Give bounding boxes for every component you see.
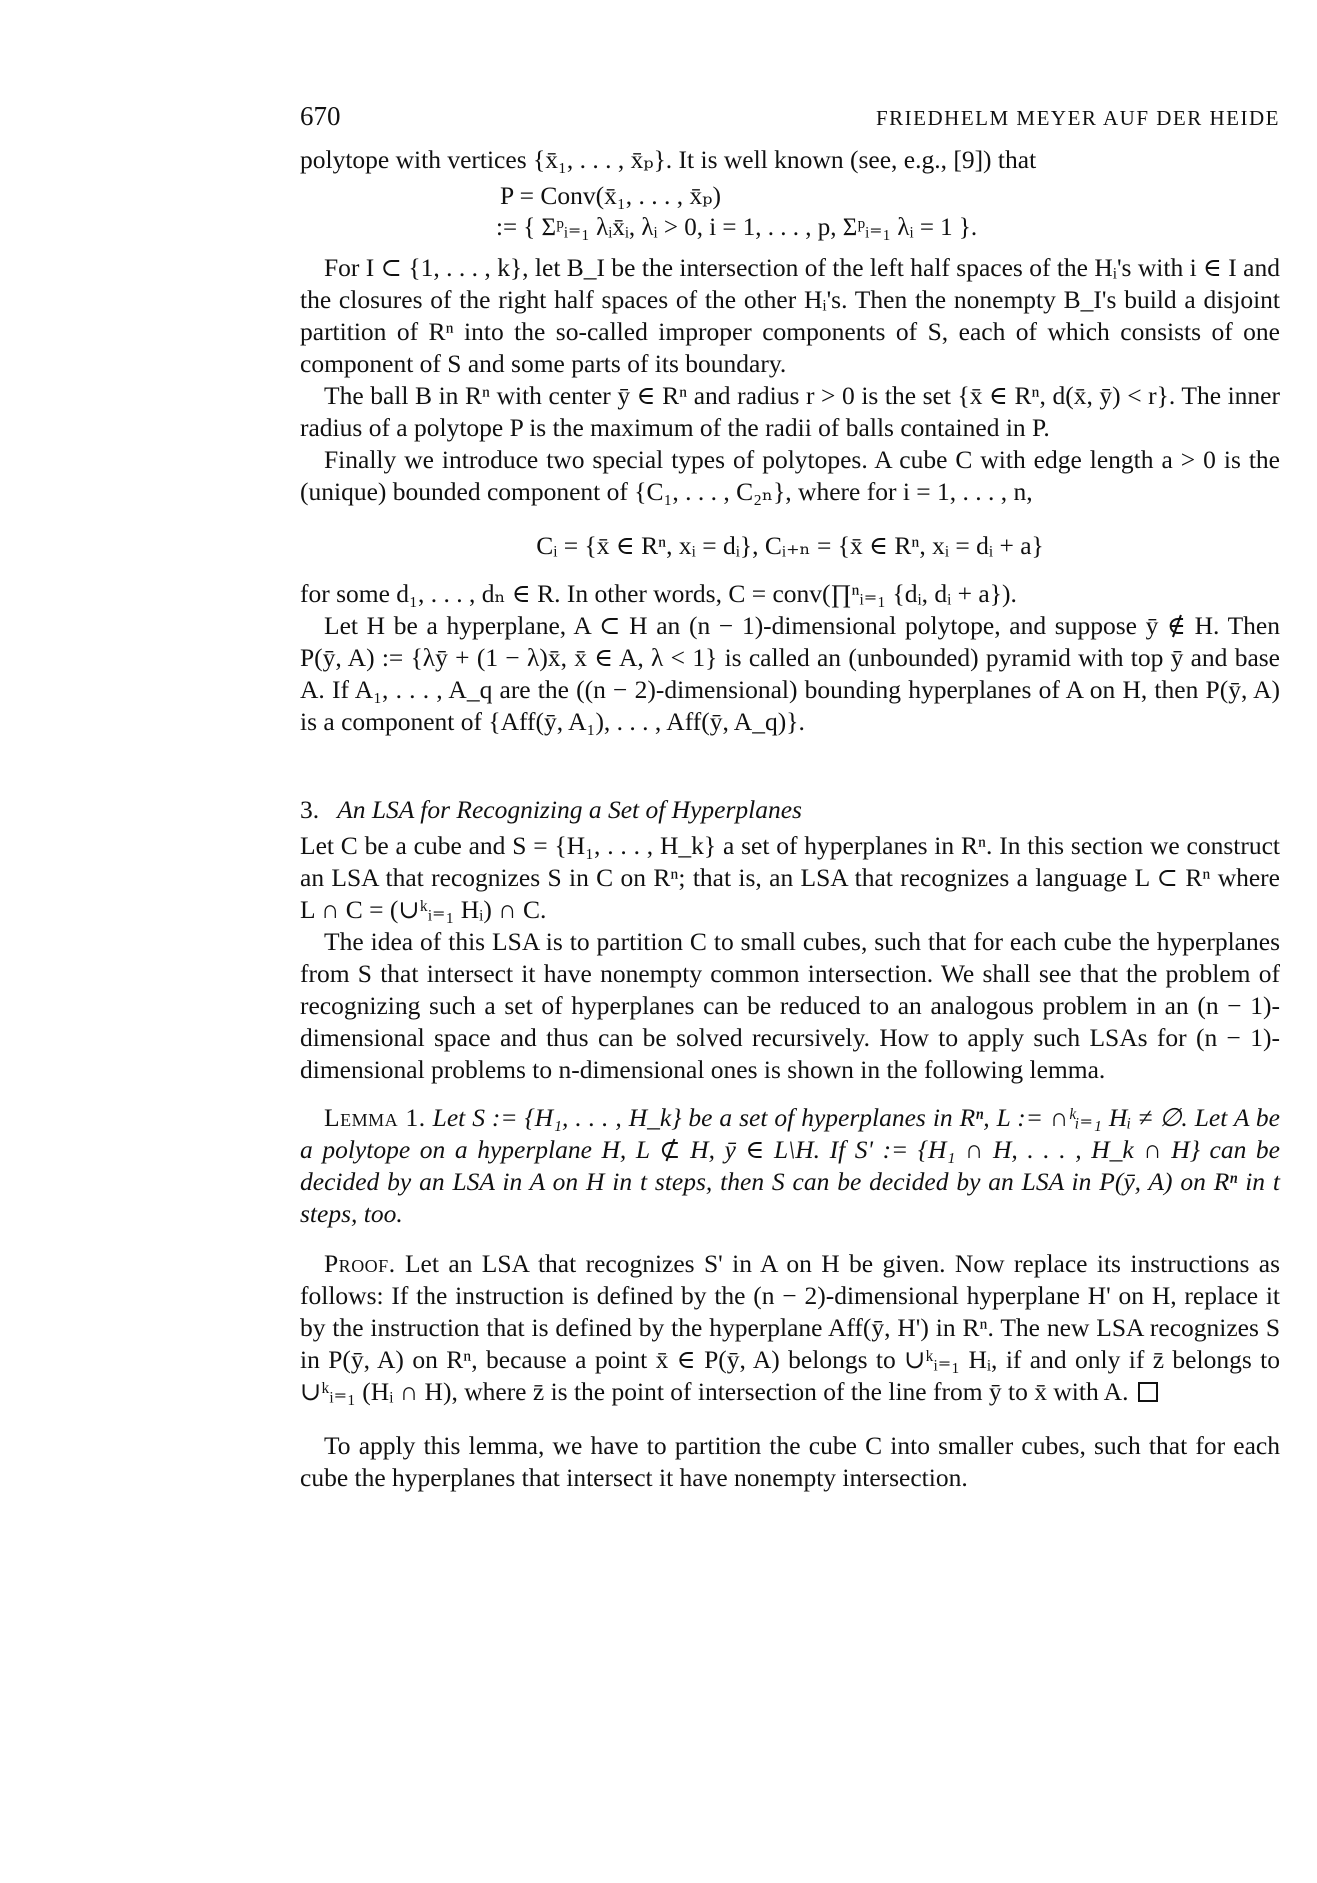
paragraph-improper-components: For I ⊂ {1, . . . , k}, let B_I be the intersection of the left half spaces of the Hᵢ's with i ∈ I and the closures of the right half spaces of the other Hᵢ's. Then the nonempty B_I's build a disjoint partition of Rⁿ into the so-called improper components of S, each of which consists of one component of S and some parts of its boundary. [300,253,1280,378]
equation-conv: P = Conv(x̄₁, . . . , x̄ₚ) [500,181,721,210]
proof [300,1248,1280,1408]
lemma-1 [300,1102,1280,1230]
running-head: FRIEDHELM MEYER AUF DER HEIDE [876,106,1280,130]
convex-hull-display [300,180,1280,244]
proof-label: Proof. [324,1249,396,1278]
intro-line: polytope with vertices {x̄₁, . . . , x̄ₚ}. It is well known (see, e.g., [9]) that [300,145,1037,174]
paragraph-ball: The ball B in Rⁿ with center ȳ ∈ Rⁿ and radius r > 0 is the set {x̄ ∈ Rⁿ, d(x̄, ȳ) < r}. The inner radius of a polytope P is the maximum of the radii of balls contained in P. [300,381,1280,442]
section-number: 3. [300,795,320,824]
qed-box-icon [1138,1382,1158,1402]
section-paragraph-1: Let C be a cube and S = {H₁, . . . , H_k} a set of hyperplanes in Rⁿ. In this section we construct an LSA that recognizes S in C on Rⁿ; that is, an LSA that recognizes a language L ⊂ Rⁿ where L ∩ C = (∪ᵏᵢ₌₁ Hᵢ) ∩ C. [300,831,1280,924]
paper-page [300,100,1280,1494]
paragraph-cube-continued: for some d₁, . . . , dₙ ∈ R. In other words, C = conv(∏ⁿᵢ₌₁ {dᵢ, dᵢ + a}). [300,579,1017,608]
page-header [300,100,1280,134]
section-title: An LSA for Recognizing a Set of Hyperplanes [337,795,802,824]
equation-cube-faces: Cᵢ = {x̄ ∈ Rⁿ, xᵢ = dᵢ}, Cᵢ₊ₙ = {x̄ ∈ Rⁿ, xᵢ = dᵢ + a} [536,531,1044,560]
equation-conv-set: := { Σᵖᵢ₌₁ λᵢx̄ᵢ, λᵢ > 0, i = 1, . . . , p, Σᵖᵢ₌₁ λᵢ = 1 }. [496,214,978,241]
page-number: 670 [300,101,341,131]
proof-text: Let an LSA that recognizes S' in A on H be given. Now replace its instructions as follows: If the instruction is defined by the (n − 2)-dimensional hyperplane H' on H, replace it by the instruction that is defined by the hyperplane Aff(ȳ, H') in Rⁿ. The new LSA recognizes S in P(ȳ, A) on Rⁿ, because a point x̄ ∈ P(ȳ, A) belongs to ∪ᵏᵢ₌₁ Hᵢ, if and only if z̄ belongs to ∪ᵏᵢ₌₁ (Hᵢ ∩ H), where z̄ is the point of intersection of the line from ȳ to x̄ with A. [300,1249,1280,1406]
section-heading [300,794,1280,826]
lemma-label: Lemma 1. [324,1103,426,1132]
paragraph-cube: Finally we introduce two special types of polytopes. A cube C with edge length a > 0 is the (unique) bounded component of {C₁, . . . , C₂ₙ}, where for i = 1, . . . , n, [300,445,1280,506]
closing-paragraph: To apply this lemma, we have to partition the cube C into smaller cubes, such that for each cube the hyperplanes that intersect it have nonempty intersection. [300,1431,1280,1492]
section-paragraph-2: The idea of this LSA is to partition C to small cubes, such that for each cube the hyperplanes from S that intersect it have nonempty common intersection. We shall see that the problem of recognizing such a set of hyperplanes can be reduced to an analogous problem in an (n − 1)-dimensional space and thus can be solved recursively. How to apply such LSAs for (n − 1)-dimensional problems to n-dimensional ones is shown in the following lemma. [300,927,1280,1084]
lemma-text: Let S := {H₁, . . . , H_k} be a set of hyperplanes in Rⁿ, L := ∩ᵏᵢ₌₁ Hᵢ ≠ ∅. Let A be a polytope on a hyperplane H, L ⊄ H, ȳ ∈ L\H. If S' := {H₁ ∩ H, . . . , H_k ∩ H} can be decided by an LSA in A on H in t steps, then S can be decided by an LSA in P(ȳ, A) on Rⁿ in t steps, too. [300,1103,1280,1228]
paragraph-pyramid: Let H be a hyperplane, A ⊂ H an (n − 1)-dimensional polytope, and suppose ȳ ∉ H. Then P(ȳ, A) := {λȳ + (1 − λ)x̄, x̄ ∈ A, λ < 1} is called an (unbounded) pyramid with top ȳ and base A. If A₁, . . . , A_q are the ((n − 2)-dimensional) bounding hyperplanes of A on H, then P(ȳ, A) is a component of {Aff(ȳ, A₁), . . . , Aff(ȳ, A_q)}. [300,611,1280,736]
